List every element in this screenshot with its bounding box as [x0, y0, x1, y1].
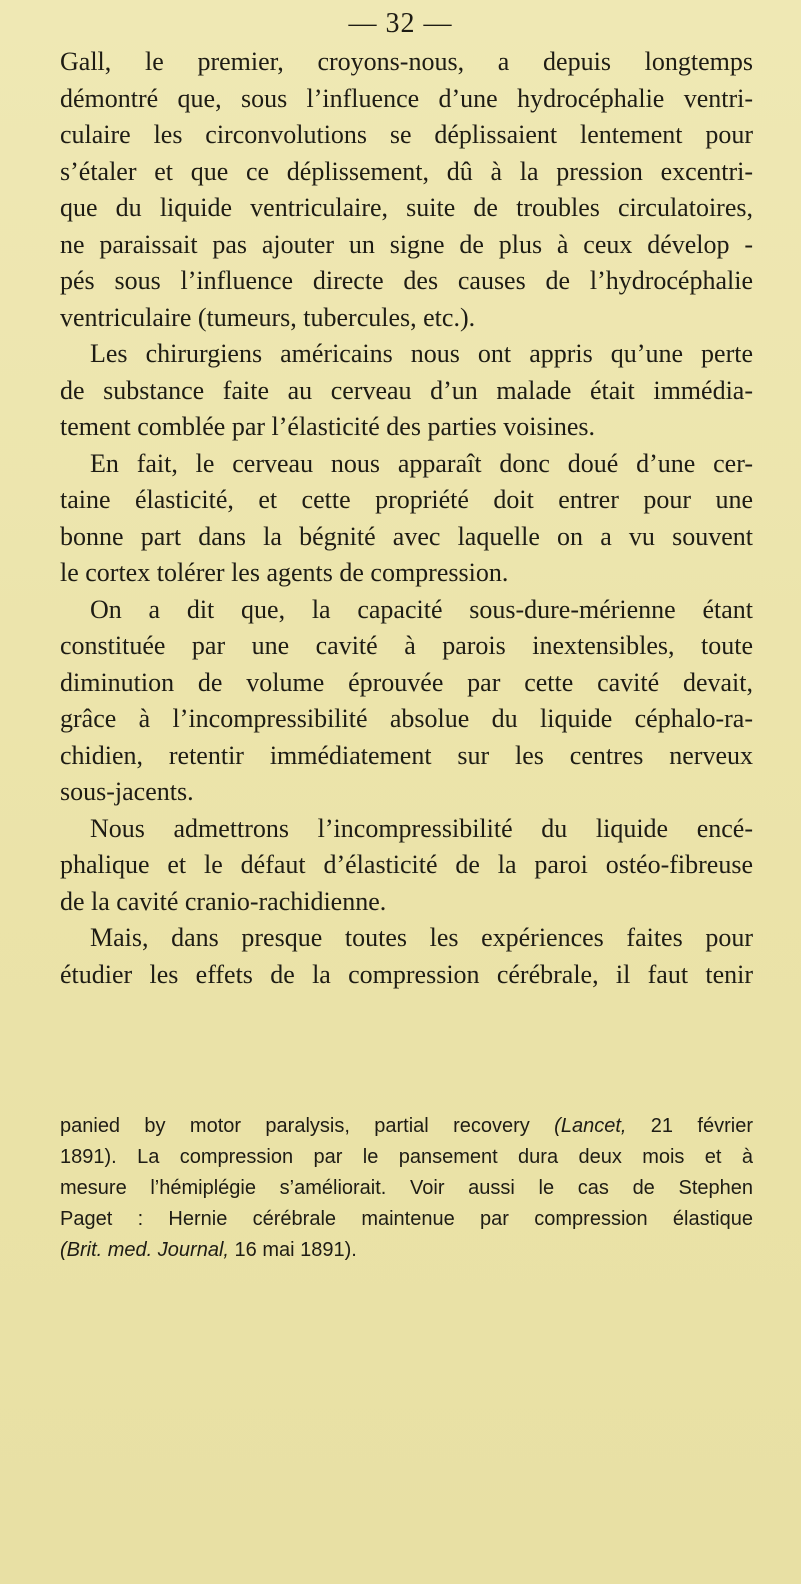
footnote-text: panied by motor paralysis, partial recovery: [60, 1115, 555, 1137]
text-line: Nous admettrons l’incompressibilité du liquide encé-: [90, 813, 753, 843]
page-number: — 32 —: [348, 8, 453, 39]
text-line: étudier les effets de la compression cérébrale, il faut tenir: [60, 959, 753, 989]
footnote-line: [60, 1111, 753, 1142]
footnote-citation: (Brit. med. Journal,: [60, 1239, 229, 1261]
footnote-text: 21 février: [626, 1115, 753, 1137]
text-line: On a dit que, la capacité sous-dure-mérienne étant: [90, 594, 753, 624]
footnote-line: [60, 1235, 753, 1266]
main-text: [60, 44, 753, 993]
text-line: tement comblée par l’élasticité des parties voisines.: [60, 412, 595, 441]
text-line: ne paraissait pas ajouter un signe de plus à ceux dévelop -: [60, 229, 753, 259]
text-line: En fait, le cerveau nous apparaît donc doué d’une cer-: [90, 448, 753, 478]
text-line: Mais, dans presque toutes les expériences faites pour: [90, 923, 753, 952]
text-line: phalique et le défaut d’élasticité de la paroi ostéo-fibreuse: [60, 850, 753, 879]
text-line: bonne part dans la bégnité avec laquelle on a vu souvent: [60, 521, 753, 551]
text-line: que du liquide ventriculaire, suite de troubles circulatoires,: [60, 193, 753, 222]
footnote-line: 1891). La compression par le pansement dura deux mois et à: [60, 1146, 753, 1168]
footnote-line: Paget : Hernie cérébrale maintenue par compression élastique: [60, 1208, 753, 1230]
text-line: grâce à l’incompressibilité absolue du liquide céphalo-ra-: [60, 704, 753, 733]
text-line: pés sous l’influence directe des causes de l’hydrocéphalie: [60, 266, 753, 295]
text-line: chidien, retentir immédiatement sur les centres nerveux: [60, 740, 753, 770]
text-line: diminution de volume éprouvée par cette cavité devait,: [60, 667, 753, 697]
text-line: Les chirurgiens américains nous ont appris qu’une perte: [90, 339, 753, 368]
text-line: taine élasticité, et cette propriété doit entrer pour une: [60, 485, 753, 514]
footnote-text: 16 mai 1891).: [228, 1239, 357, 1261]
text-line: ventriculaire (tumeurs, tubercules, etc.).: [60, 302, 476, 332]
text-line: de substance faite au cerveau d’un malade était immédia-: [60, 375, 753, 405]
text-line: le cortex tolérer les agents de compression.: [60, 558, 509, 587]
text-line: culaire les circonvolutions se déplissaient lentement pour: [60, 120, 753, 149]
footnote: [60, 1111, 753, 1266]
text-line: sous-jacents.: [60, 777, 194, 806]
text-line: constituée par une cavité à parois inextensibles, toute: [60, 631, 753, 660]
footnote-line: mesure l’hémiplégie s’améliorait. Voir aussi le cas de Stephen: [60, 1177, 753, 1199]
text-line: Gall, le premier, croyons-nous, a depuis longtemps: [60, 47, 753, 76]
footnote-citation: (Lancet,: [554, 1115, 627, 1137]
text-line: de la cavité cranio-rachidienne.: [60, 886, 387, 916]
text-line: démontré que, sous l’influence d’une hydrocéphalie ventri-: [60, 83, 753, 113]
text-line: s’étaler et que ce déplissement, dû à la pression excentri-: [60, 156, 753, 186]
